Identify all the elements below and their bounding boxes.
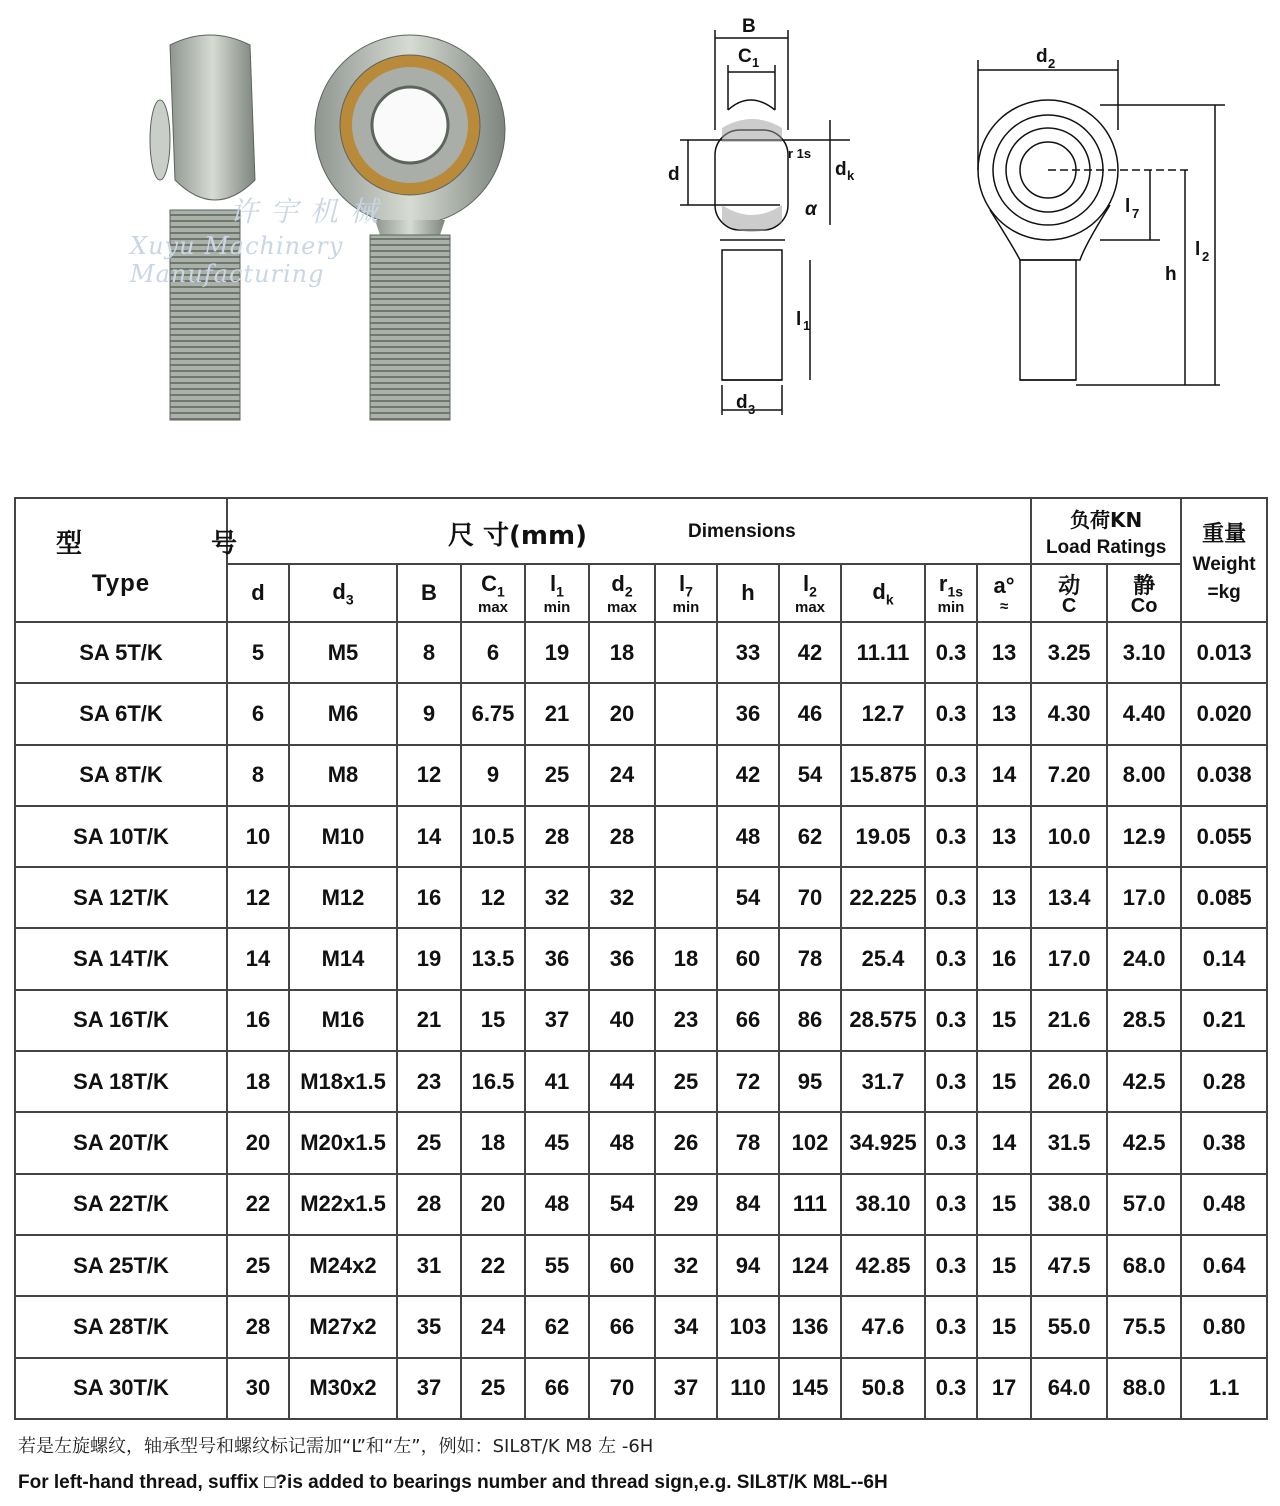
column-header: $d_2$ max: [589, 564, 655, 622]
table-cell: 0.3: [925, 1174, 977, 1235]
table-cell: 19: [397, 928, 461, 989]
table-row: [15, 683, 1267, 744]
table-cell: 28: [397, 1174, 461, 1235]
front-view-drawing: [960, 40, 1230, 400]
table-cell: 42: [717, 745, 779, 806]
table-cell: 42.5: [1107, 1051, 1181, 1112]
type-cell: SA 16T/K: [15, 990, 227, 1051]
table-cell: 16: [397, 867, 461, 928]
table-cell: 25: [227, 1235, 289, 1296]
table-cell: 0.3: [925, 867, 977, 928]
table-cell: 54: [589, 1174, 655, 1235]
table-row: [15, 1358, 1267, 1419]
table-cell: 29: [655, 1174, 717, 1235]
column-header: $d_k$: [841, 564, 925, 622]
table-cell: 0.3: [925, 1235, 977, 1296]
table-cell: 0.21: [1181, 990, 1267, 1051]
table-cell: 23: [655, 990, 717, 1051]
table-cell: 8: [227, 745, 289, 806]
column-header: $l_1$ min: [525, 564, 589, 622]
table-cell: 0.3: [925, 622, 977, 683]
type-cell: SA 8T/K: [15, 745, 227, 806]
table-cell: 0.3: [925, 745, 977, 806]
table-cell: 12.9: [1107, 806, 1181, 867]
table-cell: 94: [717, 1235, 779, 1296]
table-cell: M16: [289, 990, 397, 1051]
table-cell: 28.5: [1107, 990, 1181, 1051]
table-cell: 68.0: [1107, 1235, 1181, 1296]
table-cell: 10.5: [461, 806, 525, 867]
table-row: [15, 928, 1267, 989]
column-header: 静 Co: [1107, 564, 1181, 622]
table-cell: 0.64: [1181, 1235, 1267, 1296]
table-cell: 12: [397, 745, 461, 806]
table-cell: 21: [525, 683, 589, 744]
table-cell: 136: [779, 1296, 841, 1357]
table-cell: 31.7: [841, 1051, 925, 1112]
product-photo: [120, 20, 520, 430]
table-cell: 60: [589, 1235, 655, 1296]
table-cell: 19: [525, 622, 589, 683]
table-cell: 64.0: [1031, 1358, 1107, 1419]
type-cell: SA 18T/K: [15, 1051, 227, 1112]
svg-text:1: 1: [803, 318, 811, 333]
type-cell: SA 14T/K: [15, 928, 227, 989]
svg-text:d: d: [835, 159, 847, 180]
table-cell: 0.055: [1181, 806, 1267, 867]
table-cell: 3.10: [1107, 622, 1181, 683]
table-cell: 15: [977, 1235, 1031, 1296]
table-cell: 6: [461, 622, 525, 683]
table-cell: 28: [227, 1296, 289, 1357]
watermark-cn: 许宇机械: [230, 195, 391, 228]
svg-text:l: l: [796, 309, 802, 330]
table-cell: 15.875: [841, 745, 925, 806]
table-cell: 20: [461, 1174, 525, 1235]
table-cell: 32: [655, 1235, 717, 1296]
table-cell: [655, 867, 717, 928]
table-cell: 102: [779, 1112, 841, 1173]
table-cell: 28.575: [841, 990, 925, 1051]
table-cell: 42.5: [1107, 1112, 1181, 1173]
table-cell: 36: [525, 928, 589, 989]
column-header: $C_1$ max: [461, 564, 525, 622]
table-cell: 60: [717, 928, 779, 989]
table-cell: 26.0: [1031, 1051, 1107, 1112]
table-cell: 8.00: [1107, 745, 1181, 806]
type-cell: SA 30T/K: [15, 1358, 227, 1419]
table-cell: 0.3: [925, 1358, 977, 1419]
table-cell: 62: [779, 806, 841, 867]
table-cell: M30x2: [289, 1358, 397, 1419]
column-header: $l_2$ max: [779, 564, 841, 622]
table-cell: M22x1.5: [289, 1174, 397, 1235]
table-cell: M6: [289, 683, 397, 744]
table-cell: 35: [397, 1296, 461, 1357]
table-cell: 0.020: [1181, 683, 1267, 744]
table-cell: 0.3: [925, 683, 977, 744]
table-cell: 75.5: [1107, 1296, 1181, 1357]
table-cell: 13: [977, 867, 1031, 928]
table-cell: [655, 745, 717, 806]
table-cell: 0.013: [1181, 622, 1267, 683]
table-cell: 46: [779, 683, 841, 744]
svg-text:1: 1: [752, 55, 760, 70]
table-cell: 16: [227, 990, 289, 1051]
table-cell: 0.14: [1181, 928, 1267, 989]
table-cell: 38.10: [841, 1174, 925, 1235]
table-cell: 31: [397, 1235, 461, 1296]
column-header: $d_3$: [289, 564, 397, 622]
table-cell: 14: [977, 1112, 1031, 1173]
table-cell: 55: [525, 1235, 589, 1296]
table-cell: 38.0: [1031, 1174, 1107, 1235]
note-cn: 若是左旋螺纹，轴承型号和螺纹标记需加“L”和“左”，例如：SIL8T/K M8 左 -6H: [18, 1436, 654, 1457]
table-cell: 6.75: [461, 683, 525, 744]
watermark-en: Xuyu Machinery Manufacturing: [130, 232, 344, 288]
svg-text:l: l: [1195, 239, 1201, 260]
table-cell: [655, 622, 717, 683]
table-cell: 26: [655, 1112, 717, 1173]
table-cell: 32: [589, 867, 655, 928]
table-cell: 0.80: [1181, 1296, 1267, 1357]
column-header: $r_{1s}$ min: [925, 564, 977, 622]
table-cell: 54: [717, 867, 779, 928]
table-cell: [655, 806, 717, 867]
table-cell: 86: [779, 990, 841, 1051]
type-cell: SA 10T/K: [15, 806, 227, 867]
column-header: d: [227, 564, 289, 622]
table-cell: 13.4: [1031, 867, 1107, 928]
svg-text:h: h: [1165, 264, 1177, 285]
table-cell: 34: [655, 1296, 717, 1357]
column-header: B: [397, 564, 461, 622]
table-cell: 15: [461, 990, 525, 1051]
table-cell: 22: [461, 1235, 525, 1296]
table-cell: 33: [717, 622, 779, 683]
table-cell: 9: [461, 745, 525, 806]
table-cell: 17: [977, 1358, 1031, 1419]
table-cell: 70: [779, 867, 841, 928]
table-cell: 10: [227, 806, 289, 867]
note-en: For left-hand thread, suffix □?is added to bearings number and thread sign,e.g. SIL8T/K M8L--6H: [18, 1472, 888, 1493]
table-cell: M10: [289, 806, 397, 867]
load-ratings-header: 负荷KN Load Ratings: [1031, 498, 1181, 564]
type-cell: SA 28T/K: [15, 1296, 227, 1357]
type-cell: SA 25T/K: [15, 1235, 227, 1296]
table-row: [15, 622, 1267, 683]
table-row: [15, 1235, 1267, 1296]
table-cell: 0.038: [1181, 745, 1267, 806]
svg-text:3: 3: [748, 402, 756, 417]
table-cell: 30: [227, 1358, 289, 1419]
svg-text:α: α: [805, 199, 817, 220]
table-cell: 36: [717, 683, 779, 744]
table-cell: 9: [397, 683, 461, 744]
table-cell: 111: [779, 1174, 841, 1235]
table-cell: 8: [397, 622, 461, 683]
table-cell: 17.0: [1107, 867, 1181, 928]
table-cell: 18: [227, 1051, 289, 1112]
dimensions-header: 尺 寸(mm) Dimensions: [227, 498, 1031, 564]
table-cell: 25: [655, 1051, 717, 1112]
table-cell: 15: [977, 990, 1031, 1051]
table-cell: 12.7: [841, 683, 925, 744]
table-cell: 13: [977, 622, 1031, 683]
table-cell: 45: [525, 1112, 589, 1173]
table-cell: 25: [461, 1358, 525, 1419]
type-cell: SA 22T/K: [15, 1174, 227, 1235]
table-cell: M8: [289, 745, 397, 806]
table-cell: 16: [977, 928, 1031, 989]
table-cell: 3.25: [1031, 622, 1107, 683]
table-cell: 47.5: [1031, 1235, 1107, 1296]
svg-text:7: 7: [1132, 206, 1140, 221]
column-header: $l_7$ min: [655, 564, 717, 622]
svg-text:2: 2: [1048, 56, 1056, 71]
table-row: [15, 1296, 1267, 1357]
svg-text:k: k: [847, 168, 855, 183]
table-cell: M27x2: [289, 1296, 397, 1357]
table-cell: 0.3: [925, 806, 977, 867]
table-cell: 28: [589, 806, 655, 867]
type-cell: SA 5T/K: [15, 622, 227, 683]
notes: [18, 1432, 1268, 1494]
svg-text:r 1s: r 1s: [788, 146, 812, 161]
table-cell: 50.8: [841, 1358, 925, 1419]
spec-table: [14, 497, 1268, 1420]
table-cell: 25: [397, 1112, 461, 1173]
table-cell: 12: [461, 867, 525, 928]
table-cell: 18: [461, 1112, 525, 1173]
table-cell: 95: [779, 1051, 841, 1112]
table-cell: M14: [289, 928, 397, 989]
table-cell: 88.0: [1107, 1358, 1181, 1419]
table-cell: 24: [461, 1296, 525, 1357]
table-cell: 145: [779, 1358, 841, 1419]
table-cell: 4.30: [1031, 683, 1107, 744]
table-cell: 62: [525, 1296, 589, 1357]
table-cell: 37: [525, 990, 589, 1051]
table-cell: 31.5: [1031, 1112, 1107, 1173]
table-cell: 25: [525, 745, 589, 806]
table-cell: 37: [655, 1358, 717, 1419]
table-cell: 70: [589, 1358, 655, 1419]
table-cell: 42: [779, 622, 841, 683]
table-cell: 84: [717, 1174, 779, 1235]
table-row: [15, 990, 1267, 1051]
svg-text:B: B: [742, 16, 756, 37]
table-cell: 21: [397, 990, 461, 1051]
table-cell: 22: [227, 1174, 289, 1235]
column-header: a° ≈: [977, 564, 1031, 622]
type-cell: SA 6T/K: [15, 683, 227, 744]
table-cell: 20: [589, 683, 655, 744]
table-cell: 36: [589, 928, 655, 989]
type-cell: SA 20T/K: [15, 1112, 227, 1173]
table-cell: 57.0: [1107, 1174, 1181, 1235]
table-cell: 42.85: [841, 1235, 925, 1296]
table-cell: 11.11: [841, 622, 925, 683]
table-cell: 66: [589, 1296, 655, 1357]
table-cell: 14: [977, 745, 1031, 806]
table-cell: 41: [525, 1051, 589, 1112]
table-cell: 5: [227, 622, 289, 683]
table-cell: 24: [589, 745, 655, 806]
table-row: [15, 1112, 1267, 1173]
table-cell: 21.6: [1031, 990, 1107, 1051]
table-cell: 13: [977, 683, 1031, 744]
table-cell: 20: [227, 1112, 289, 1173]
table-cell: M12: [289, 867, 397, 928]
table-cell: 55.0: [1031, 1296, 1107, 1357]
table-cell: M18x1.5: [289, 1051, 397, 1112]
table-cell: M5: [289, 622, 397, 683]
column-header: h: [717, 564, 779, 622]
table-row: [15, 745, 1267, 806]
table-cell: 4.40: [1107, 683, 1181, 744]
table-cell: 22.225: [841, 867, 925, 928]
svg-text:C: C: [738, 46, 752, 67]
table-cell: 15: [977, 1051, 1031, 1112]
table-cell: 18: [655, 928, 717, 989]
table-cell: 48: [717, 806, 779, 867]
table-cell: M24x2: [289, 1235, 397, 1296]
table-cell: [655, 683, 717, 744]
table-cell: 23: [397, 1051, 461, 1112]
side-view-drawing: [660, 10, 855, 430]
table-cell: 47.6: [841, 1296, 925, 1357]
table-cell: 10.0: [1031, 806, 1107, 867]
table-cell: 78: [779, 928, 841, 989]
table-cell: 34.925: [841, 1112, 925, 1173]
table-cell: 24.0: [1107, 928, 1181, 989]
table-cell: 78: [717, 1112, 779, 1173]
table-cell: 66: [717, 990, 779, 1051]
table-cell: 0.3: [925, 990, 977, 1051]
table-row: [15, 1051, 1267, 1112]
table-row: [15, 806, 1267, 867]
table-cell: 0.3: [925, 1051, 977, 1112]
svg-text:d: d: [736, 392, 748, 413]
table-cell: 40: [589, 990, 655, 1051]
table-cell: 14: [227, 928, 289, 989]
table-cell: 66: [525, 1358, 589, 1419]
table-cell: 14: [397, 806, 461, 867]
column-header: 动 C: [1031, 564, 1107, 622]
table-cell: 13.5: [461, 928, 525, 989]
svg-text:d: d: [668, 164, 680, 185]
table-cell: 18: [589, 622, 655, 683]
type-header: 型 号 Type: [15, 498, 227, 622]
table-cell: 0.48: [1181, 1174, 1267, 1235]
table-cell: 32: [525, 867, 589, 928]
table-cell: 44: [589, 1051, 655, 1112]
table-cell: M20x1.5: [289, 1112, 397, 1173]
table-row: [15, 1174, 1267, 1235]
table-cell: 72: [717, 1051, 779, 1112]
table-cell: 0.38: [1181, 1112, 1267, 1173]
svg-text:2: 2: [1202, 249, 1210, 264]
weight-header: 重量 Weight =kg: [1181, 498, 1267, 622]
table-cell: 25.4: [841, 928, 925, 989]
table-cell: 7.20: [1031, 745, 1107, 806]
type-cell: SA 12T/K: [15, 867, 227, 928]
table-cell: 1.1: [1181, 1358, 1267, 1419]
table-cell: 15: [977, 1174, 1031, 1235]
table-cell: 48: [525, 1174, 589, 1235]
table-row: [15, 867, 1267, 928]
table-cell: 0.3: [925, 1296, 977, 1357]
table-cell: 103: [717, 1296, 779, 1357]
table-cell: 0.28: [1181, 1051, 1267, 1112]
table-cell: 19.05: [841, 806, 925, 867]
table-cell: 16.5: [461, 1051, 525, 1112]
table-cell: 0.085: [1181, 867, 1267, 928]
table-cell: 13: [977, 806, 1031, 867]
table-cell: 0.3: [925, 928, 977, 989]
table-cell: 6: [227, 683, 289, 744]
svg-text:l: l: [1125, 196, 1131, 217]
table-cell: 0.3: [925, 1112, 977, 1173]
table-cell: 124: [779, 1235, 841, 1296]
table-cell: 110: [717, 1358, 779, 1419]
svg-text:d: d: [1036, 46, 1048, 67]
table-cell: 37: [397, 1358, 461, 1419]
table-cell: 54: [779, 745, 841, 806]
table-cell: 15: [977, 1296, 1031, 1357]
table-cell: 48: [589, 1112, 655, 1173]
table-cell: 17.0: [1031, 928, 1107, 989]
table-cell: 12: [227, 867, 289, 928]
table-cell: 28: [525, 806, 589, 867]
